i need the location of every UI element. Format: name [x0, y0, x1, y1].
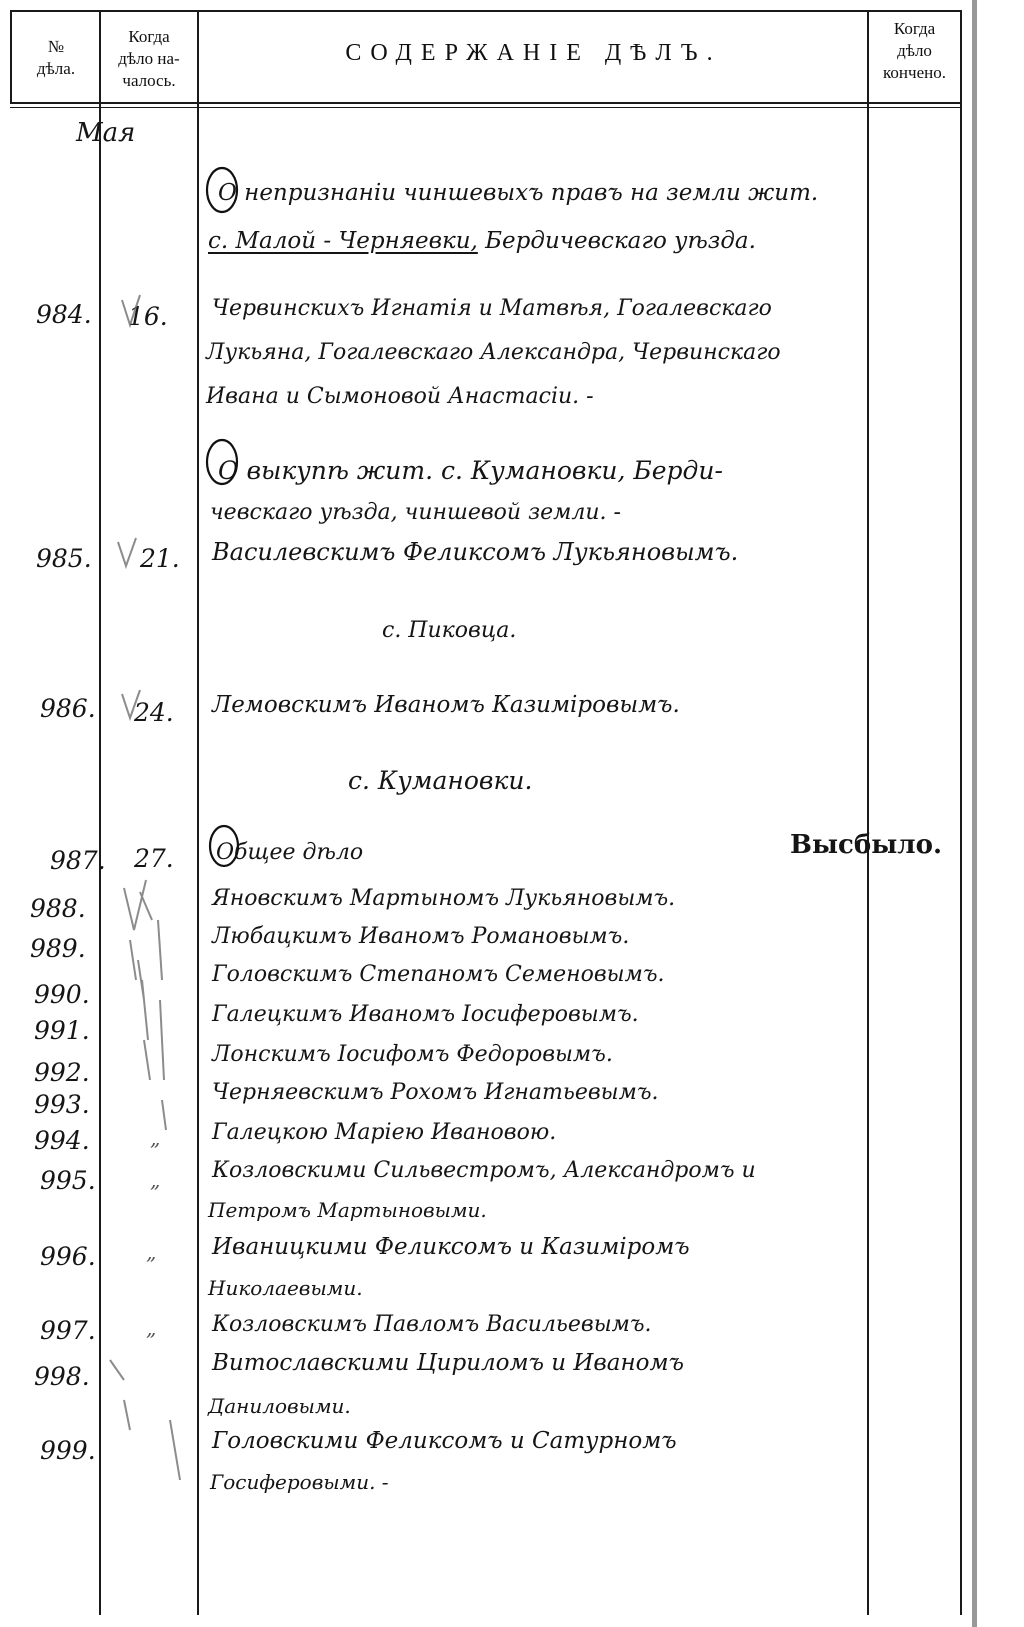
page-edge-shadow	[972, 0, 977, 1627]
case-text-line: Лукьяна, Гогалевскаго Александра, Червинскаго	[206, 340, 781, 365]
right-border	[960, 10, 962, 1615]
ornate-capital-o-1	[202, 158, 242, 218]
case-day: 27.	[134, 844, 174, 873]
case-number: 987.	[50, 846, 106, 875]
case-text-line: Козловскимъ Павломъ Васильевымъ.	[212, 1312, 652, 1337]
left-border	[10, 10, 12, 104]
case-text-line: Головскимъ Степаномъ Семеновымъ.	[212, 962, 665, 987]
case-number: 997.	[40, 1316, 96, 1345]
header-num-symbol: №	[47, 37, 65, 56]
header-num-col	[14, 36, 98, 80]
case-number: 989.	[30, 934, 86, 963]
case-number: 995.	[40, 1166, 96, 1195]
section3-heading: с. Пиковца.	[382, 618, 517, 643]
header-start-line3: чалось.	[122, 71, 176, 90]
section1-village: с. Малой - Черняевки,	[208, 228, 478, 254]
case-number: 990.	[34, 980, 90, 1009]
case-text-line: Ивана и Сымоновой Анастасіи. -	[206, 384, 594, 409]
case-number: 994.	[34, 1126, 90, 1155]
header-end-line3: кончено.	[883, 63, 946, 82]
case-text-line: Николаевыми.	[208, 1276, 363, 1300]
col-divider-end	[867, 10, 869, 1615]
section1-line1: О непризнаніи чиншевыхъ правъ на земли жит.	[218, 180, 819, 206]
case-text-line: Галецкимъ Иваномъ Іосиферовымъ.	[212, 1002, 639, 1027]
case-number: 993.	[34, 1090, 90, 1119]
month-label: Мая	[76, 118, 136, 148]
case-number: 992.	[34, 1058, 90, 1087]
section2-line1: О выкупѣ жит. с. Кумановки, Берди-	[218, 456, 723, 485]
header-start-line1: Когда	[128, 27, 170, 46]
case-ditto: „	[146, 1240, 157, 1264]
header-end-col	[869, 18, 960, 84]
case-number: 984.	[36, 300, 92, 329]
case-number: 998.	[34, 1362, 90, 1391]
header-end-line1: Когда	[893, 19, 936, 38]
case-text-line: Иваницкими Феликсомъ и Казиміромъ	[212, 1234, 690, 1260]
header-bottom-rule	[10, 102, 962, 104]
header-end-line2: дѣло	[897, 41, 932, 60]
section1-district: Бердичевскаго уѣзда.	[485, 228, 756, 254]
header-start-col	[101, 26, 197, 92]
case-text-line: Даниловыми.	[208, 1394, 351, 1418]
case-text-line: Головскими Феликсомъ и Сатурномъ	[212, 1428, 677, 1454]
header-bottom-rule-thin	[10, 107, 962, 108]
header-num-label: дѣла.	[36, 59, 76, 78]
header-start-line2: дѣло на-	[118, 49, 180, 68]
case-text-line: Василевскимъ Феликсомъ Лукьяновымъ.	[212, 538, 739, 566]
case-number: 986.	[40, 694, 96, 723]
case-number: 991.	[34, 1016, 90, 1045]
case-margin-note: Высбыло.	[790, 830, 943, 860]
section4-heading: с. Кумановки.	[348, 766, 533, 795]
col-divider-start	[197, 10, 199, 1615]
section2-line2: чевскаго уѣзда, чиншевой земли. -	[210, 500, 621, 525]
case-text-line: Черняевскимъ Рохомъ Игнатьевымъ.	[212, 1080, 659, 1105]
header-title: СОДЕРЖАНІЕ ДѢЛЪ.	[345, 40, 722, 66]
case-text-line: Лемовскимъ Иваномъ Казиміровымъ.	[212, 692, 680, 718]
case-day: 24.	[134, 698, 174, 727]
case-ditto: „	[146, 1316, 157, 1340]
section1-line2	[208, 228, 756, 254]
case-number: 999.	[40, 1436, 96, 1465]
case-text-line: Козловскими Сильвестромъ, Александромъ и	[212, 1158, 756, 1183]
case-day: 16.	[128, 302, 168, 331]
case-text-line: Витославскими Цириломъ и Иваномъ	[212, 1350, 684, 1376]
case-ditto: „	[150, 1126, 161, 1150]
case-text-line: Галецкою Маріею Ивановою.	[212, 1120, 557, 1145]
case-text-line: Петромъ Мартыновыми.	[208, 1198, 487, 1222]
header-top-rule	[10, 10, 962, 12]
case-text-line: Общее дѣло	[216, 840, 364, 865]
ornate-capital-o-2	[202, 430, 242, 490]
case-text-line: Любацкимъ Иваномъ Романовымъ.	[212, 924, 630, 949]
case-text-line: Червинскихъ Игнатія и Матвѣя, Гогалевскаго	[212, 296, 772, 321]
case-number: 988.	[30, 894, 86, 923]
case-text-line: Яновскимъ Мартыномъ Лукьяновымъ.	[212, 886, 676, 911]
case-text-line: Госиферовыми. -	[210, 1470, 389, 1494]
case-ditto: „	[150, 1168, 161, 1192]
ornate-capital-o-3	[204, 816, 244, 872]
pencil-check-marks	[100, 280, 196, 1500]
case-number: 996.	[40, 1242, 96, 1271]
case-number: 985.	[36, 544, 92, 573]
case-text-line: Лонскимъ Іосифомъ Федоровымъ.	[212, 1042, 613, 1067]
case-day: 21.	[140, 544, 180, 573]
